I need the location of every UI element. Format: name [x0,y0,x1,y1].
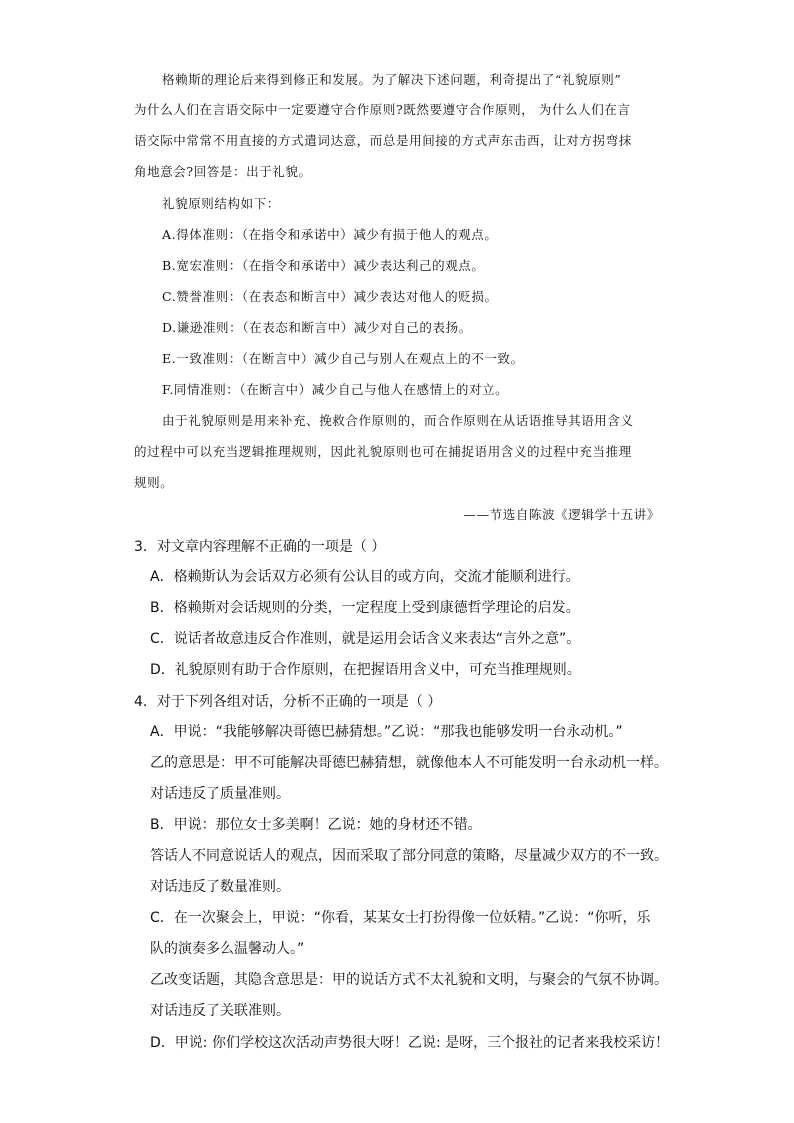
question-4-c-explanation: 乙改变话题，其隐含意思是：甲的说话方式不太礼貌和文明，与聚会的气氛不协调。 [150,972,668,988]
passage-p1-line-4: 角地意会?回答是：出于礼貌。 [134,164,312,179]
question-4-option-b: B．甲说：那位女士多美啊！乙说：她的身材还不错。 [150,817,482,833]
question-4-a-explanation: 乙的意思是：甲不可能解决哥德巴赫猜想，就像他本人不可能发明一台永动机一样。 [150,755,668,771]
passage-source: ——节选自陈波《逻辑学十五讲》 [463,507,660,522]
question-4-c-conclusion: 对话违反了关联准则。 [150,1003,290,1019]
question-3-option-a: A．格赖斯认为会话双方必须有公认目的或方向，交流才能顺利进行。 [150,569,580,585]
passage-p3-line-3: 规则。 [134,475,174,490]
maxim-d: D.谦逊准则：（在表态和断言中）减少对自己的表扬。 [162,320,472,335]
question-4-option-c: C．在一次聚会上，甲说：“你看，某某女士打扮得像一位妖精。”乙说：“你听，乐 [150,910,651,926]
question-3-option-d: D．礼貌原则有助于合作原则，在把握语用含义中，可充当推理规则。 [150,662,581,678]
passage-p2: 礼貌原则结构如下： [162,196,280,211]
question-4-option-a: A．甲说：“我能够解决哥德巴赫猜想。”乙说：“那我也能够发明一台永动机。” [150,724,623,740]
maxim-c: C.赞誉准则：（在表态和断言中）减少表达对他人的贬损。 [162,289,498,304]
passage-p1-line-1: 格赖斯的理论后来得到修正和发展。为了解决下述问题，利奇提出了“礼貌原则” [162,72,622,87]
question-4-option-d: D．甲说: 你们学校这次活动声势很大呀！乙说: 是呀，三个报社的记者来我校采访！ [150,1035,670,1051]
passage-p1-line-3: 语交际中常常不用直接的方式遣词达意，而总是用间接的方式声东击西，让对方拐弯抹 [134,133,632,148]
question-3-option-b: B．格赖斯对会话规则的分类，一定程度上受到康德哲学理论的启发。 [150,600,580,616]
question-4-stem: 4．对于下列各组对话，分析不正确的一项是（ ） [134,694,442,710]
passage-p3-line-2: 的过程中可以充当逻辑推理规则，因此礼貌原则也可在捕捉语用含义的过程中充当推理 [134,444,632,459]
passage-p3-line-1: 由于礼貌原则是用来补充、挽救合作原则的，而合作原则在从话语推导其语用含义 [162,413,634,428]
maxim-e: E.一致准则：（在断言中）减少自己与别人在观点上的不一致。 [162,351,524,366]
maxim-a: A.得体准则：（在指令和承诺中）减少有损于他人的观点。 [162,227,498,242]
question-4-a-conclusion: 对话违反了质量准则。 [150,786,290,802]
maxim-b: B.宽宏准则：（在指令和承诺中）减少表达利己的观点。 [162,258,485,273]
question-3-stem: 3．对文章内容理解不正确的一项是（ ） [134,539,386,555]
question-4-b-explanation: 答话人不同意说话人的观点，因而采取了部分同意的策略，尽量减少双方的不一致。 [150,848,668,864]
question-4-b-conclusion: 对话违反了数量准则。 [150,879,290,895]
maxim-f: F.同情准则：（在断言中）减少自己与他人在感情上的对立。 [162,382,509,397]
question-3-option-c: C．说话者故意违反合作准则，就是运用会话含义来表达“言外之意”。 [150,631,581,647]
question-4-option-c-cont: 队的演奏多么温馨动人。” [150,941,305,957]
passage-p1-line-2: 为什么人们在言语交际中一定要遵守合作原则?既然要遵守合作原则， 为什么人们在言 [134,102,631,117]
